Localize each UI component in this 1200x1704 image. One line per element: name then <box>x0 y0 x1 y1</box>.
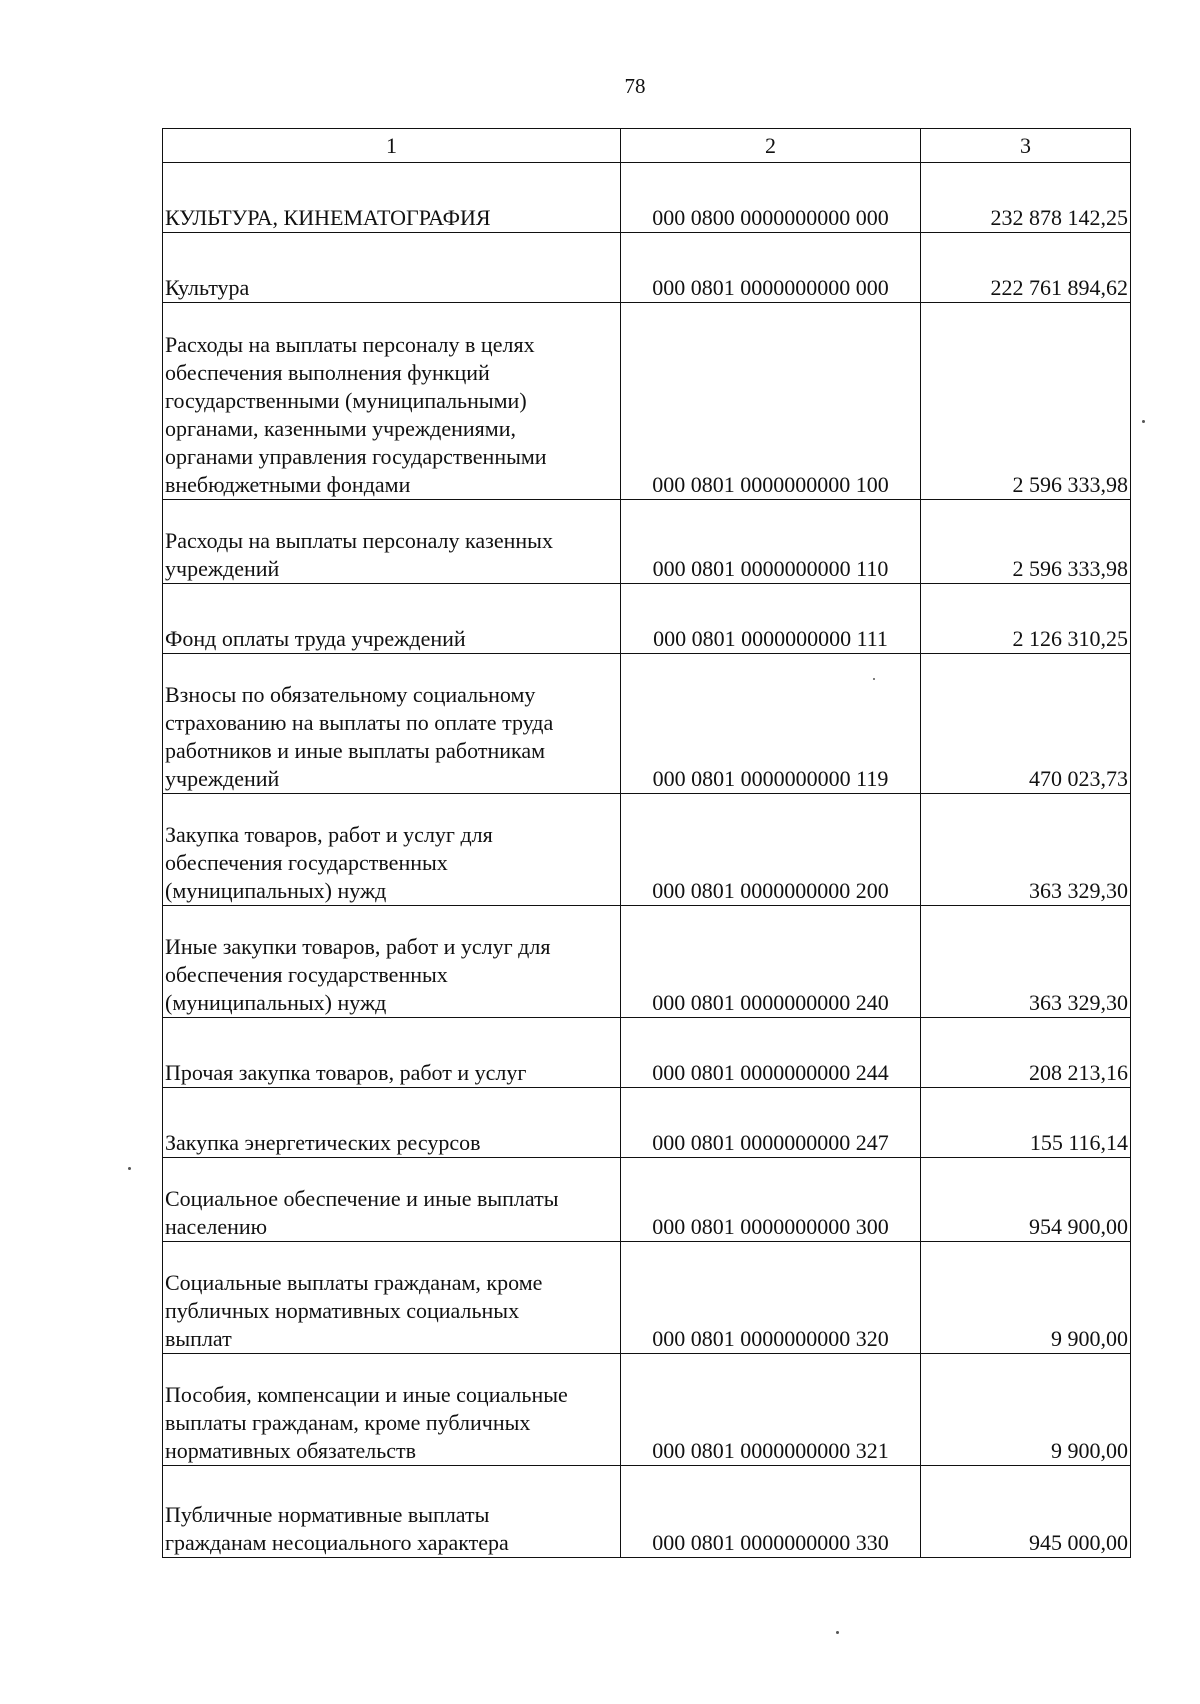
row-amount: 945 000,00 <box>921 1466 1131 1558</box>
row-name: Иные закупки товаров, работ и услуг для обеспечения государственных (муниципальных) нужд <box>163 906 621 1018</box>
row-code: 000 0801 0000000000 320 <box>621 1242 921 1354</box>
column-header-1: 1 <box>163 129 621 163</box>
row-amount: 155 116,14 <box>921 1088 1131 1158</box>
row-amount: 2 596 333,98 <box>921 500 1131 584</box>
row-code: 000 0801 0000000000 111 <box>621 584 921 654</box>
row-name: КУЛЬТУРА, КИНЕМАТОГРАФИЯ <box>163 163 621 233</box>
budget-table <box>162 128 1131 1558</box>
row-name: Прочая закупка товаров, работ и услуг <box>163 1018 621 1088</box>
row-code: 000 0801 0000000000 200 <box>621 794 921 906</box>
row-code: 000 0801 0000000000 321 <box>621 1354 921 1466</box>
row-amount: 363 329,30 <box>921 794 1131 906</box>
row-amount: 232 878 142,25 <box>921 163 1131 233</box>
row-code: 000 0801 0000000000 240 <box>621 906 921 1018</box>
scan-speck <box>1142 420 1145 423</box>
row-name: Культура <box>163 233 621 303</box>
row-name: Взносы по обязательному социальному страхованию на выплаты по оплате труда работников и иные выплаты работникам учреждений <box>163 654 621 794</box>
table-row <box>163 584 1131 654</box>
row-code: 000 0801 0000000000 247 <box>621 1088 921 1158</box>
table-row <box>163 233 1131 303</box>
table-row <box>163 1354 1131 1466</box>
table-row <box>163 794 1131 906</box>
table-row <box>163 1088 1131 1158</box>
row-name: Расходы на выплаты персоналу в целях обеспечения выполнения функций государственными (муниципальными) органами, казенными учреждениями, органами управления государственными внебюджетными фондами <box>163 303 621 500</box>
row-name: Расходы на выплаты персоналу казенных учреждений <box>163 500 621 584</box>
row-code: 000 0801 0000000000 110 <box>621 500 921 584</box>
table-row <box>163 654 1131 794</box>
page-number: 78 <box>624 74 646 98</box>
column-header-3: 3 <box>921 129 1131 163</box>
row-code: 000 0801 0000000000 119 <box>621 654 921 794</box>
row-amount: 9 900,00 <box>921 1242 1131 1354</box>
table-row <box>163 163 1131 233</box>
row-amount: 2 596 333,98 <box>921 303 1131 500</box>
table-row <box>163 1158 1131 1242</box>
table-row <box>163 906 1131 1018</box>
row-code: 000 0801 0000000000 330 <box>621 1466 921 1558</box>
row-amount: 9 900,00 <box>921 1354 1131 1466</box>
row-code: 000 0801 0000000000 244 <box>621 1018 921 1088</box>
table-row <box>163 500 1131 584</box>
row-code: 000 0800 0000000000 000 <box>621 163 921 233</box>
scan-speck <box>128 1167 131 1170</box>
row-code: 000 0801 0000000000 300 <box>621 1158 921 1242</box>
table-row <box>163 1466 1131 1558</box>
row-name: Пособия, компенсации и иные социальные выплаты гражданам, кроме публичных нормативных обязательств <box>163 1354 621 1466</box>
row-name: Закупка энергетических ресурсов <box>163 1088 621 1158</box>
table-row <box>163 1242 1131 1354</box>
column-header-2: 2 <box>621 129 921 163</box>
row-amount: 363 329,30 <box>921 906 1131 1018</box>
table-row <box>163 1018 1131 1088</box>
header-row <box>163 129 1131 163</box>
row-name: Публичные нормативные выплаты гражданам несоциального характера <box>163 1466 621 1558</box>
row-amount: 222 761 894,62 <box>921 233 1131 303</box>
table-row <box>163 303 1131 500</box>
row-code: 000 0801 0000000000 000 <box>621 233 921 303</box>
row-amount: 2 126 310,25 <box>921 584 1131 654</box>
row-name: Социальные выплаты гражданам, кроме публичных нормативных социальных выплат <box>163 1242 621 1354</box>
row-amount: 954 900,00 <box>921 1158 1131 1242</box>
row-code: 000 0801 0000000000 100 <box>621 303 921 500</box>
row-amount: 470 023,73 <box>921 654 1131 794</box>
scan-speck <box>836 1631 839 1634</box>
row-name: Закупка товаров, работ и услуг для обеспечения государственных (муниципальных) нужд <box>163 794 621 906</box>
row-name: Социальное обеспечение и иные выплаты населению <box>163 1158 621 1242</box>
row-amount: 208 213,16 <box>921 1018 1131 1088</box>
row-name: Фонд оплаты труда учреждений <box>163 584 621 654</box>
scan-speck <box>873 678 875 680</box>
